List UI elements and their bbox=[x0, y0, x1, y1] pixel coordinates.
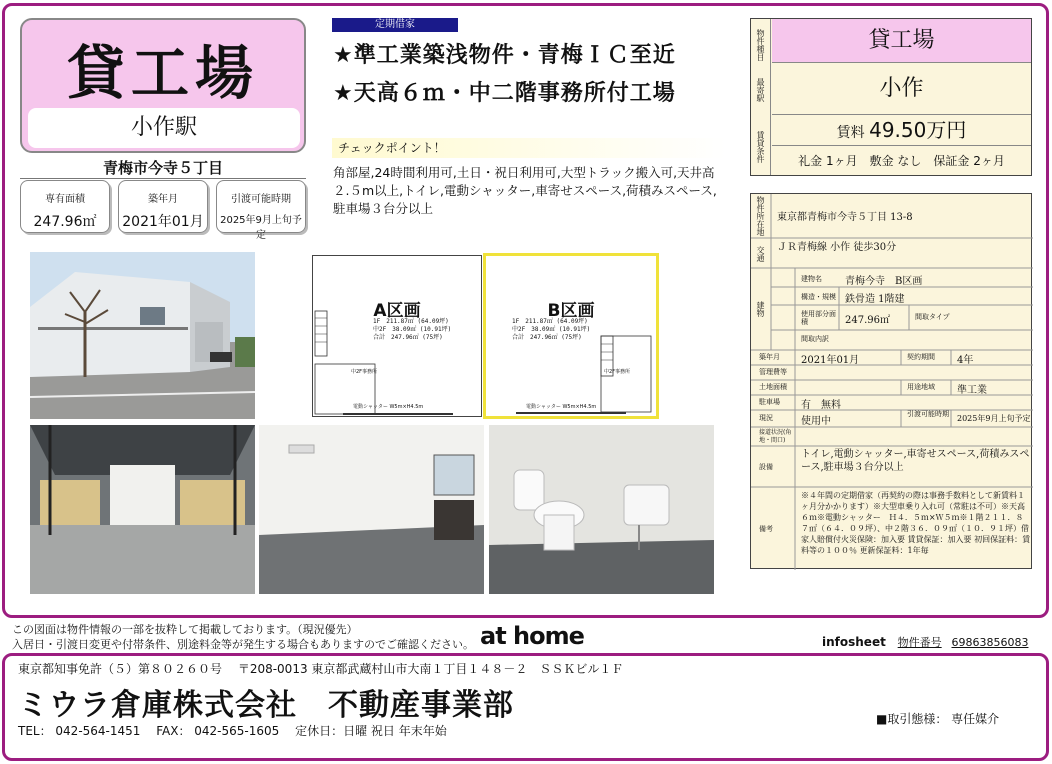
fees: 礼金 1ヶ月 敷金 なし 保証金 2ヶ月 bbox=[772, 145, 1031, 175]
structure: 鉄骨造 1階建 bbox=[845, 294, 905, 305]
headline-2: ★天高６ｍ・中二階事務所付工場 bbox=[333, 81, 676, 106]
stat-built bbox=[118, 180, 208, 233]
land-label: 土地面積 bbox=[759, 383, 787, 391]
infosheet-label: infosheet bbox=[822, 635, 886, 649]
company-name: ミウラ倉庫株式会社 不動産事業部 bbox=[18, 688, 514, 723]
checkpoint-title: チェックポイント！ bbox=[332, 138, 726, 158]
handover: 2025年9月上旬予定 bbox=[957, 414, 1031, 423]
station-label: 最寄駅 bbox=[756, 78, 765, 102]
park-label: 駐車場 bbox=[759, 398, 780, 406]
property-kind: 貸工場 bbox=[66, 39, 259, 107]
equipment: トイレ,電動シャッター,車寄せスペース,荷積みスペース,駐車場３台分以上 bbox=[801, 449, 1030, 473]
plan-line: 1F 211.87㎡ (64.09坪) bbox=[512, 318, 588, 325]
bname-label: 建物名 bbox=[801, 275, 822, 283]
details-table bbox=[750, 193, 1032, 569]
stat-label: 築年月 bbox=[148, 194, 178, 205]
stat-area bbox=[20, 180, 110, 233]
mgmt-label: 管理費等 bbox=[759, 368, 787, 376]
zone-label: 用途地域 bbox=[907, 383, 935, 391]
bld-label: 建物 bbox=[756, 301, 765, 317]
built: 2021年01月 bbox=[801, 355, 860, 366]
equip-label: 設備 bbox=[759, 463, 773, 471]
rent-label: 賃料 bbox=[836, 125, 865, 141]
loc-label: 物件所在地 bbox=[756, 196, 765, 236]
title-box bbox=[20, 18, 306, 153]
plan-line: 中2F 38.09㎡ (10.91坪) bbox=[373, 326, 452, 333]
floorplan-label: A区画 bbox=[373, 301, 421, 321]
shutter-label: 電動シャッター W5m×H4.5m bbox=[526, 404, 597, 410]
rent-row bbox=[772, 115, 1031, 145]
zone: 準工業 bbox=[957, 385, 987, 396]
interior-photo-2 bbox=[259, 425, 484, 594]
status: 使用中 bbox=[801, 416, 831, 427]
plan-line: 合計 247.96㎡ (75坪) bbox=[512, 334, 582, 341]
company-license: 東京都知事免許（５）第８０２６０号 〒208-0013 東京都武蔵村山市大南１丁目１４８－２ ＳＳＫビル１Ｆ bbox=[18, 662, 624, 676]
area: 247.96㎡ bbox=[845, 315, 890, 326]
mezzanine-label: 中2F事務所 bbox=[604, 369, 631, 375]
panel-kind: 貸工場 bbox=[772, 19, 1031, 63]
area-label: 使用部分面積 bbox=[801, 310, 836, 326]
disclaimer-1: この図面は物件情報の一部を抜粋して掲載しております。（現況優先） bbox=[12, 623, 358, 636]
traffic-label: 交通 bbox=[756, 246, 765, 262]
stat-value: 2025年9月上旬予定 bbox=[220, 215, 302, 241]
location: 東京都青梅市今寺５丁目 13-8 bbox=[777, 212, 913, 223]
summary-panel bbox=[750, 18, 1032, 176]
disclaimer-2: 入居日・引渡日変更や付帯条件、別途料金等が発生する場合もありますのでご確認ください。 bbox=[12, 638, 474, 651]
athome-logo: at home bbox=[480, 622, 584, 650]
shutter-label: 電動シャッター W5m×H4.5m bbox=[353, 404, 424, 410]
address-short: 青梅市今寺５丁目 bbox=[20, 157, 306, 179]
road-label: 接道状況(角地・間口) bbox=[759, 429, 792, 444]
rent-value: 49.50万円 bbox=[869, 118, 967, 142]
plan-line: 中2F 38.09㎡ (10.91坪) bbox=[512, 326, 591, 333]
floorplan-a bbox=[312, 255, 482, 417]
stat-value: 247.96㎡ bbox=[33, 214, 97, 230]
company-contact: TEL： 042-564-1451 FAX： 042-565-1605 定休日：日曜 祝日 年末年始 bbox=[18, 724, 447, 738]
infosheet-row bbox=[822, 634, 1028, 650]
mezzanine-label: 中2F事務所 bbox=[351, 369, 378, 375]
term: 4年 bbox=[957, 355, 974, 366]
toilet-photo bbox=[489, 425, 714, 594]
plan-line: 合計 247.96㎡ (75坪) bbox=[373, 334, 443, 341]
rooms-label: 間取内訳 bbox=[801, 335, 829, 343]
floorplan-label: B区画 bbox=[547, 301, 595, 321]
parking: 有 無料 bbox=[801, 400, 841, 411]
kind-label: 物件種目 bbox=[756, 29, 765, 61]
built-label: 築年月 bbox=[759, 353, 780, 361]
station-name: 小作駅 bbox=[28, 108, 300, 148]
stat-handover bbox=[216, 180, 306, 241]
notes-label: 備考 bbox=[759, 525, 773, 533]
property-number: 69863856083 bbox=[951, 636, 1029, 649]
struct-label: 構造・規模 bbox=[801, 293, 836, 301]
handover-label: 引渡可能時期 bbox=[907, 410, 949, 418]
interior-photo-1 bbox=[30, 425, 255, 594]
panel-station: 小作 bbox=[772, 63, 1031, 115]
number-label: 物件番号 bbox=[897, 636, 942, 649]
cond-label: 賃貸条件 bbox=[756, 131, 765, 163]
exterior-photo bbox=[30, 252, 255, 419]
building-name: 青梅今寺 B区画 bbox=[845, 276, 923, 287]
stat-value: 2021年01月 bbox=[122, 214, 204, 230]
checkpoint-body: 角部屋,24時間利用可,土日・祝日利用可,大型トラック搬入可,天井高２.５m以上,トイレ,電動シャッター,車寄せスペース,荷積みスペース,駐車場３台分以上 bbox=[333, 165, 717, 216]
stat-label: 引渡可能時期 bbox=[231, 194, 291, 205]
notes: ※４年間の定期借家（再契約の際は事務手数料として新賃料１ヶ月分かかります）※大型車乗り入れ可（常駐は不可）※天高６ｍ※電動シャッター Ｈ４．５ｍ×Ｗ５ｍ※１階２１１．８７㎡（６４．０９坪）、中２階３６．０９㎡（１０．９１坪）借家人賠償付火災保険：加入要 賃貸保証：加入要 初回保証料：賃料等の１００％ 更新保証料：1年毎 bbox=[801, 491, 1031, 555]
headline-1: ★準工業築浅物件・青梅ＩＣ至近 bbox=[333, 43, 676, 68]
stat-label: 専有面積 bbox=[45, 194, 85, 205]
disclaimer bbox=[12, 622, 474, 652]
status-label: 現況 bbox=[759, 414, 773, 422]
floorplan-b bbox=[483, 253, 659, 419]
lease-tag: 定期借家 bbox=[332, 18, 458, 32]
transaction-mode: ■取引態様： 専任媒介 bbox=[876, 712, 1000, 726]
term-label: 契約期間 bbox=[907, 353, 935, 361]
traffic: ＪＲ青梅線 小作 徒歩30分 bbox=[777, 242, 897, 253]
plan-line: 1F 211.87㎡ (64.09坪) bbox=[373, 318, 449, 325]
layout-label: 間取タイプ bbox=[915, 313, 950, 321]
